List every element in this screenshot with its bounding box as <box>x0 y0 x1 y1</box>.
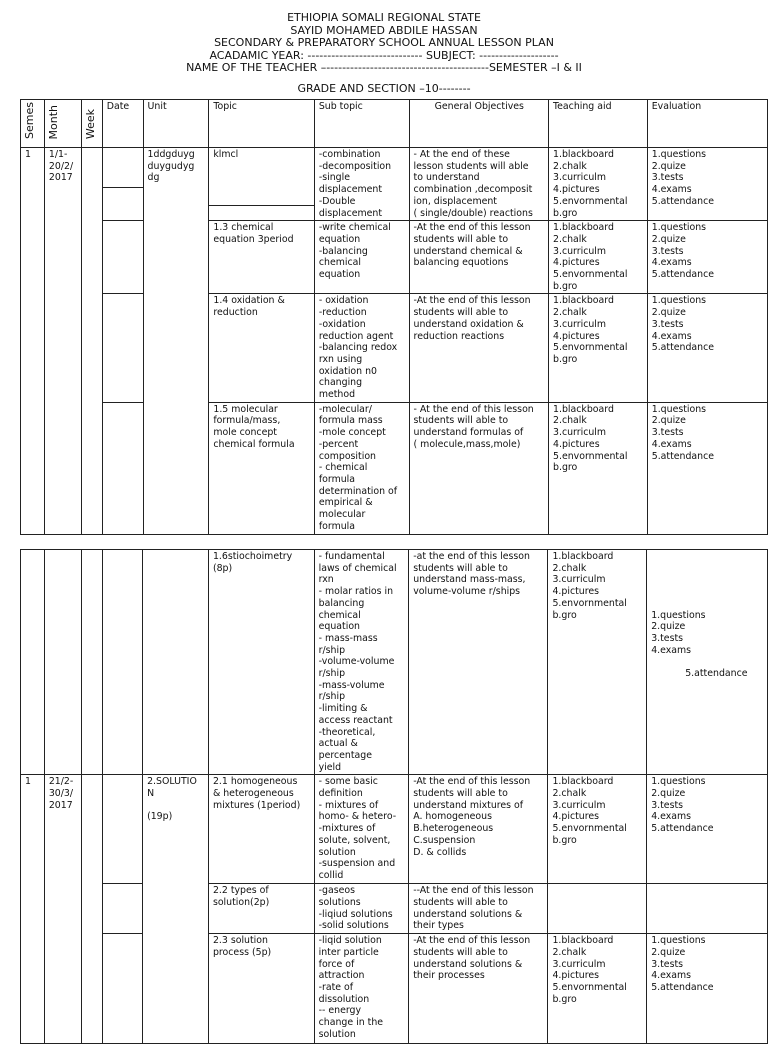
cell-divider <box>209 205 313 206</box>
month-cell: 1/1- 20/2/ 2017 <box>44 148 81 535</box>
evaluation-cell: 1.questions 2.quize 3.tests 4.exams 5.attendance <box>647 775 768 884</box>
date-cell <box>102 775 143 884</box>
week-cell <box>81 550 102 775</box>
teaching-aid-cell: 1.blackboard 2.chalk 3.curriculm 4.pictures 5.envornmental b.gro <box>548 550 647 775</box>
lesson-plan-table-1 <box>20 99 768 535</box>
table-header-row <box>21 100 768 148</box>
subtopic-cell: - fundamental laws of chemical rxn - molar ratios in balancing chemical equation - mass-mass r/ship -volume-volume r/ship -mass-volume r/ship -limiting & access reactant -theoretical, actual & percentage yield <box>314 550 409 775</box>
table-row <box>21 550 768 775</box>
table-row <box>21 294 768 402</box>
semester-cell <box>21 550 45 775</box>
objectives-cell: - At the end of these lesson students will able to understand combination ,decomposit ion, displacement ( single/double) reactions <box>409 148 548 221</box>
date-cell <box>102 884 143 934</box>
evaluation-cell <box>647 550 768 775</box>
date-cell <box>102 221 143 294</box>
subtopic-cell: - some basic definition - mixtures of homo- & hetero- -mixtures of solute, solvent, solution -suspension and collid <box>314 775 409 884</box>
header-teaching-aid: Teaching aid <box>549 100 648 148</box>
objectives-cell: -At the end of this lesson students will able to understand oxidation & reduction reactions <box>409 294 548 402</box>
unit-cell: 1ddgduyg duygudyg dg <box>143 148 209 535</box>
table-row <box>21 884 768 934</box>
subtopic-cell: -molecular/ formula mass -mole concept -percent composition - chemical formula determination of empirical & molecular formula <box>314 402 409 534</box>
date-cell <box>102 402 143 534</box>
evaluation-last-item: 5.attendance <box>685 668 748 680</box>
topic-cell: 1.5 molecular formula/mass, mole concept chemical formula <box>209 402 314 534</box>
cell-divider <box>103 187 143 188</box>
header-objectives: General Objectives <box>409 100 548 148</box>
semester-cell: 1 <box>21 148 45 535</box>
objectives-cell: -At the end of this lesson students will able to understand chemical & balancing equotions <box>409 221 548 294</box>
month-cell <box>44 550 81 775</box>
teaching-aid-cell: 1.blackboard 2.chalk 3.curriculm 4.pictures 5.envornmental b.gro <box>548 934 647 1044</box>
date-cell <box>102 550 143 775</box>
date-cell <box>102 148 143 221</box>
evaluation-cell: 1.questions 2.quize 3.tests 4.exams 5.attendance <box>647 148 767 221</box>
header-topic: Topic <box>209 100 314 148</box>
teaching-aid-cell <box>548 884 647 934</box>
teaching-aid-cell: 1.blackboard 2.chalk 3.curriculm 4.pictures 5.envornmental b.gro <box>549 148 648 221</box>
lesson-plan-table-2 <box>20 549 768 1044</box>
region-title: ETHIOPIA SOMALI REGIONAL STATE <box>287 11 481 24</box>
table-row <box>21 148 768 221</box>
subtopic-cell: -combination -decomposition -single displacement -Double displacement <box>314 148 409 221</box>
unit-cell <box>143 550 209 775</box>
header-evaluation: Evaluation <box>647 100 767 148</box>
teacher-semester-line: NAME OF THE TEACHER –-----------------------------------------SEMESTER –I & II <box>186 61 582 75</box>
evaluation-cell: 1.questions 2.quize 3.tests 4.exams 5.attendance <box>647 221 767 294</box>
teaching-aid-cell: 1.blackboard 2.chalk 3.curriculm 4.pictures 5.envornmental b.gro <box>549 221 648 294</box>
table-row <box>21 775 768 884</box>
subtopic-cell: -gaseos solutions -liqiud solutions -solid solutions <box>314 884 409 934</box>
subtopic-cell: - oxidation -reduction -oxidation reduction agent -balancing redox rxn using oxidation n0 changing method <box>314 294 409 402</box>
objectives-cell: --At the end of this lesson students will able to understand solutions & their types <box>409 884 548 934</box>
evaluation-cell: 1.questions 2.quize 3.tests 4.exams 5.attendance <box>647 402 767 534</box>
date-cell <box>102 294 143 402</box>
topic-cell: 2.3 solution process (5p) <box>208 934 314 1044</box>
objectives-cell: -at the end of this lesson students will able to understand mass-mass, volume-volume r/ships <box>409 550 548 775</box>
week-cell <box>81 148 102 535</box>
objectives-cell: -At the end of this lesson students will able to understand solutions & their processes <box>409 934 548 1044</box>
teaching-aid-cell: 1.blackboard 2.chalk 3.curriculm 4.pictures 5.envornmental b.gro <box>548 775 647 884</box>
objectives-cell: - At the end of this lesson students will able to understand formulas of ( molecule,mass,mole) <box>409 402 548 534</box>
header-unit: Unit <box>143 100 209 148</box>
header-date: Date <box>102 100 143 148</box>
topic-cell: 2.2 types of solution(2p) <box>208 884 314 934</box>
topic-cell: klmcl <box>209 148 314 221</box>
evaluation-cell <box>647 884 768 934</box>
evaluation-cell: 1.questions 2.quize 3.tests 4.exams 5.attendance <box>647 294 767 402</box>
unit-cell: 2.SOLUTIO N (19p) <box>143 775 209 1044</box>
topic-cell: 1.6stiochoimetry (8p) <box>208 550 314 775</box>
objectives-cell: -At the end of this lesson students will able to understand mixtures of A. homogeneous B.heterogeneous C.suspension D. & collids <box>409 775 548 884</box>
topic-cell: 1.4 oxidation & reduction <box>209 294 314 402</box>
semester-cell: 1 <box>21 775 45 1044</box>
header-month: Month <box>44 100 81 148</box>
evaluation-list: 1.questions 2.quize 3.tests 4.exams <box>651 609 706 656</box>
topic-cell: 1.3 chemical equation 3period <box>209 221 314 294</box>
table-row <box>21 221 768 294</box>
school-name: SAYID MOHAMED ABDILE HASSAN <box>290 23 478 37</box>
date-cell <box>102 934 143 1044</box>
subtopic-cell: -write chemical equation -balancing chemical equation <box>314 221 409 294</box>
header-semester: Semes <box>21 100 45 148</box>
month-cell: 21/2- 30/3/ 2017 <box>44 775 81 1044</box>
header-subtopic: Sub topic <box>314 100 409 148</box>
academic-year-subject-line: ACADAMIC YEAR: ----------------------------- SUBJECT: -------------------- <box>209 48 559 62</box>
table-row <box>21 402 768 534</box>
subtopic-cell: -liqid solution inter particle force of attraction -rate of dissolution -- energy change in the solution <box>314 934 409 1044</box>
teaching-aid-cell: 1.blackboard 2.chalk 3.curriculm 4.pictures 5.envornmental b.gro <box>549 294 648 402</box>
week-cell <box>81 775 102 1044</box>
header-week: Week <box>81 100 102 148</box>
teaching-aid-cell: 1.blackboard 2.chalk 3.curriculm 4.pictures 5.envornmental b.gro <box>549 402 648 534</box>
evaluation-cell: 1.questions 2.quize 3.tests 4.exams 5.attendance <box>647 934 768 1044</box>
plan-title: SECONDARY & PREPARATORY SCHOOL ANNUAL LESSON PLAN <box>214 36 554 50</box>
grade-section-line: GRADE AND SECTION –10-------- <box>297 81 471 95</box>
topic-cell: 2.1 homogeneous & heterogeneous mixtures (1period) <box>208 775 314 884</box>
table-row <box>21 934 768 1044</box>
document-header <box>0 12 768 96</box>
